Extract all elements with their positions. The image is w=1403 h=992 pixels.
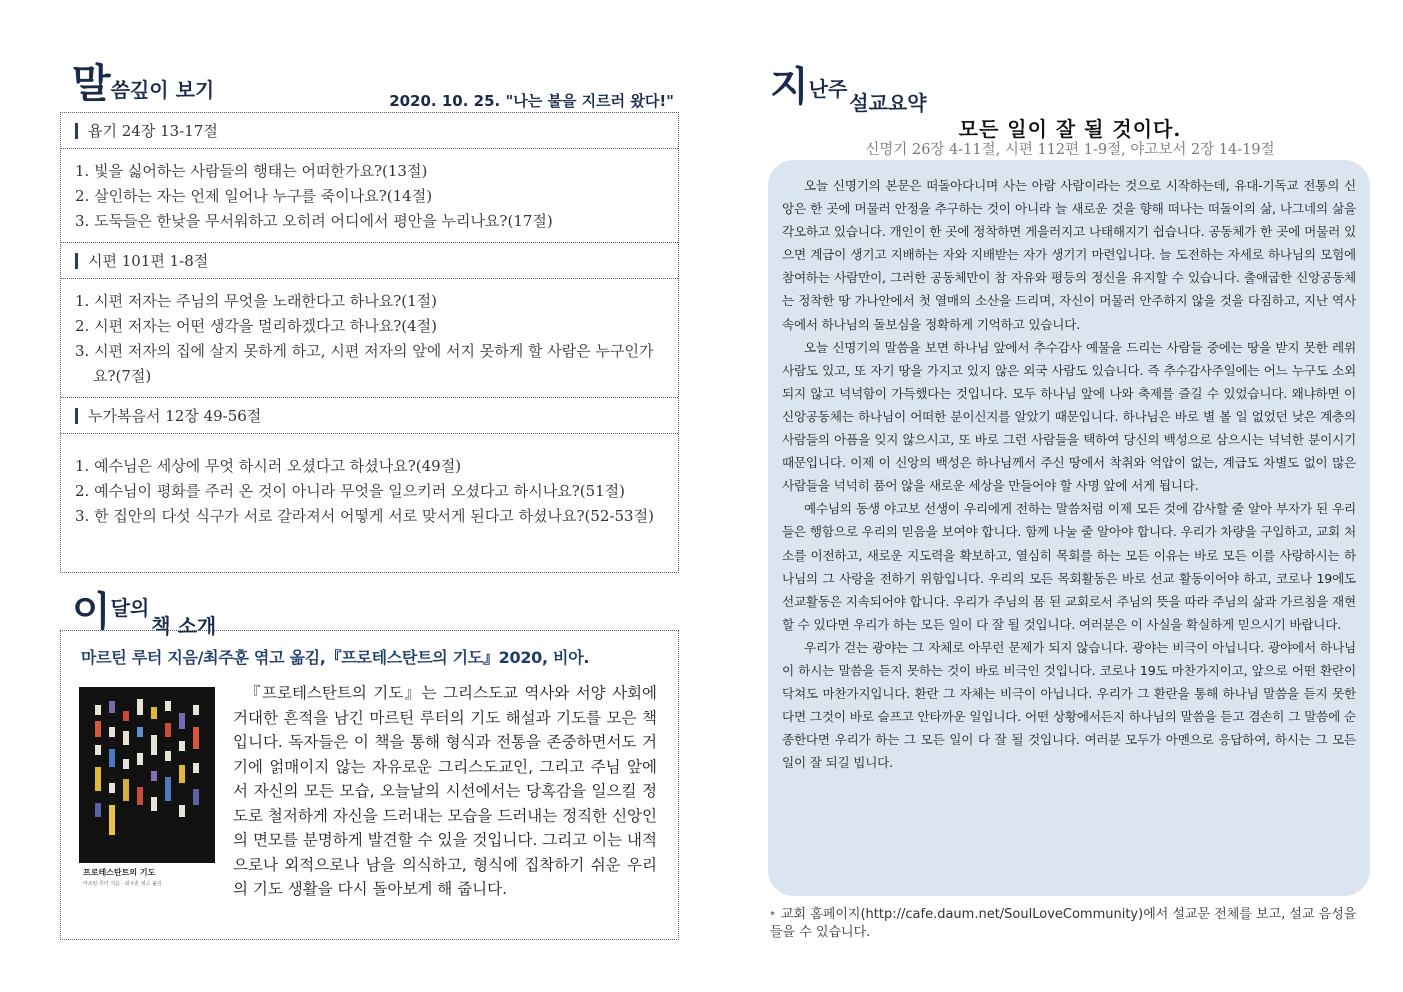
study-questions-box [60,112,679,573]
footnote-star-icon: * [770,910,775,921]
question-item: 3. 시편 저자의 집에 살지 못하게 하고, 시편 저자의 앞에 서지 못하게 할 사람은 누구인가요?(7절) [75,342,654,385]
heading-text: 시편 101편 1-8절 [88,252,209,270]
sermon-header-part2: 설교요약 [849,91,927,115]
heading-text: 욥기 24장 13-17절 [88,122,218,140]
sermon-header-initial: 지 [770,63,809,110]
sermon-paragraph: 예수님의 동생 야고보 선생이 우리에게 전하는 말씀처럼 이제 모든 것에 감사할 줄 알아 부자가 된 우리들은 행함으로 우리의 믿음을 보여야 합니다. 함께 나눌 줄 알아야 합니다. 우리가 차량을 구입하고, 교회 처소를 이전하고, 새로운 지도력을 확보하고, 열심히 목회를 하는 모든 이유는 바로 모든 이를 사랑하시는 하나님의 그 사랑을 전하기 위함입니다. 우리의 모든 목회활동은 바로 선교 활동이어야 하고, 코로나 19에도 선교활동은 지속되어야 합니다. 우리가 주님의 몸 된 교회로서 주님의 뜻을 따라 주님의 삶과 가르침을 재현할 수 있다면 우리가 하는 모든 일이 다 잘 될 것입니다. 여러분은 이 사실을 확실하게 믿으시기 바랍니다. [782,501,1356,632]
question-item: 1. 시편 저자는 주님의 무엇을 노래한다고 하나요?(1절) [75,292,438,310]
question-item: 3. 도둑들은 한낮을 무서워하고 오히려 어디에서 평안을 누리나요?(17절) [75,212,553,230]
question-item: 1. 예수님은 세상에 무엇 하시러 오셨다고 하셨나요?(49절) [75,457,462,475]
book-cover-title: 프로테스탄트의 기도 [83,868,156,877]
book-header-part1: 달의 [110,596,150,620]
sermon-title: 모든 일이 잘 될 것이다. [958,117,1182,141]
scripture-reference: 신명기 26장 4-11절, 시편 112편 1-9절, 야고보서 2장 14-19절 [865,142,1275,158]
word-study-title-initial: 말 [72,60,111,107]
word-study-title [72,52,214,109]
sermon-summary-header [770,55,1070,115]
book-cover-subtitle: 마르틴 루터 지음 · 최주훈 엮고 옮김 [83,881,162,887]
question-list-psalms [61,279,678,398]
footnote-text: 교회 홈페이지(http://cafe.daum.net/SoulLoveCommunity)에서 설교문 전체를 보고, 설교 음성을 들을 수 있습니다. [770,907,1357,940]
sermon-summary-box [768,160,1370,896]
sermon-paragraph: 오늘 신명기의 말씀을 보면 하나님 앞에서 추수감사 예물을 드리는 사람들 중에는 땅을 받지 못한 레위 사람도 있고, 또 자기 땅을 가지고 있지 않은 외국 사람도 있습니다. 즉 추수감사주일에는 어느 누구도 소외되지 않고 넉넉함이 가득했다는 것입니다. 모두 하나님 앞에 나와 축제를 즐길 수 있었습니다. 왜냐하면 이 신앙공동체는 하나님이 어떠한 분이신지를 알았기 때문입니다. 하나님은 바로 별 볼 일 없었던 낮은 계층의 사람들의 아픔을 잊지 않으시고, 또 바로 그런 사람들을 택하여 당신의 백성으로 삼으시는 넉넉한 분이시기 때문입니다. 이제 이 신앙의 백성은 하나님께서 주신 땅에서 착취와 억압이 없는, 계급도 차별도 없이 많은 사람들을 넉넉히 품어 않을 새로운 세상을 만들어야 할 사명 앞에 서게 됩니다. [782,339,1356,494]
book-header-part2: 책 소개 [151,614,217,638]
question-item: 1. 빛을 싫어하는 사람들의 행태는 어떠한가요?(13절) [75,162,428,180]
book-cover-label [79,863,215,899]
book-citation: 마르틴 루터 지음/최주훈 엮고 옮김,『프로테스탄트의 기도』2020, 비아. [81,648,590,667]
section-heading-psalms [61,243,678,279]
heading-bar [75,253,78,269]
heading-text: 누가복음서 12장 49-56절 [88,407,262,425]
word-study-header [72,52,682,112]
question-item: 2. 예수님이 평화를 주러 온 것이 아니라 무엇을 일으키러 오셨다고 하시나요?(51절) [75,482,626,500]
question-item: 2. 살인하는 자는 언제 일어나 누구를 죽이나요?(14절) [75,187,433,205]
question-list-luke [61,434,678,537]
section-heading-job [61,113,678,149]
question-item: 3. 한 집안의 다섯 식구가 서로 갈라져서 어떻게 서로 맞서게 된다고 하셨나요?(52-53절) [75,507,654,525]
homepage-footnote [770,906,1370,941]
book-of-month-header [72,580,372,638]
book-description: 『프로테스탄트의 기도』는 그리스도교 역사와 서양 사회에 거대한 흔적을 남긴 마르틴 루터의 기도 해설과 기도를 모은 책입니다. 독자들은 이 책을 통해 형식과 전통을 존중하면서도 거기에 얽매이지 않는 자유로운 그리스도교인, 그리고 주님 앞에서 자신의 모든 모습, 오늘날의 시선에서는 당혹감을 일으킬 정도로 철저하게 자신을 드러내는 모습을 드러내는 정직한 신앙인의 면모를 분명하게 발견할 수 있을 것입니다. 그리고 이는 내적으로나 외적으로나 남을 의식하고, 형식에 집착하기 쉬운 우리의 기도 생활을 다시 돌아보게 해 줍니다. [233,684,657,898]
sermon-paragraph: 오늘 신명기의 본문은 떠돌아다니며 사는 아람 사람이라는 것으로 시작하는데, 유대-기독교 전통의 신앙은 한 곳에 머물러 안정을 추구하는 것이 아니라 늘 새로운 것을 향해 떠나는 떠돌이의 삶, 나그네의 삶을 각오하고 있습니다. 개인이 한 곳에 정착하면 게을러지고 나태해지기 쉽습니다. 공동체가 한 곳에 머물러 있으면 계급이 생기고 지배하는 자와 지배받는 자가 생기기 마련입니다. 늘 도전하는 자세로 하나님의 모험에 참여하는 사람만이, 그러한 공동체만이 참 자유와 평등의 정신을 유지할 수 있습니다. 출애굽한 신앙공동체는 정착한 땅 가나안에서 첫 열매의 소산을 드리며, 자신이 머물러 안주하지 않을 것을 다짐하고, 지난 역사 속에서 하나님의 돌보심을 정확하게 기억하고 있습니다. [782,178,1356,332]
section-heading-luke [61,398,678,434]
sermon-paragraph: 우리가 걷는 광야는 그 자체로 아무런 문제가 되지 않습니다. 광야는 비극이 아닙니다. 광야에서 하나님이 하시는 말씀을 듣지 못하는 것이 바로 비극인 것입니다. 코로나 19도 마찬가지이고, 앞으로 어떤 환란이 닥쳐도 마찬가지입니다. 환란 그 자체는 비극이 아닙니다. 우리가 그 환란을 통해 하나님 말씀을 듣지 못한다면 그것이 바로 슬프고 안타까운 일입니다. 어떤 상황에서든지 하나님의 말씀을 듣고 겸손히 그 말씀에 순종한다면 우리가 하는 그 모든 일이 다 잘 될 것입니다. 여러분 모두가 아멘으로 응답하여, 하시는 그 모든 일이 잘 되길 빕니다. [782,639,1356,771]
book-intro-box [60,630,679,940]
book-cover-art [79,687,215,863]
heading-bar [75,408,78,424]
word-study-title-rest: 씀깊이 보기 [110,78,215,102]
question-list-job [61,149,678,243]
sermon-header-part1: 난주 [808,77,848,101]
heading-bar [75,123,78,139]
book-header-initial: 이 [72,588,111,635]
question-item: 2. 시편 저자는 어떤 생각을 멀리하겠다고 하나요?(4절) [75,317,438,335]
sermon-date-line: 2020. 10. 25. "나는 불을 지르러 왔다!" [389,92,674,110]
